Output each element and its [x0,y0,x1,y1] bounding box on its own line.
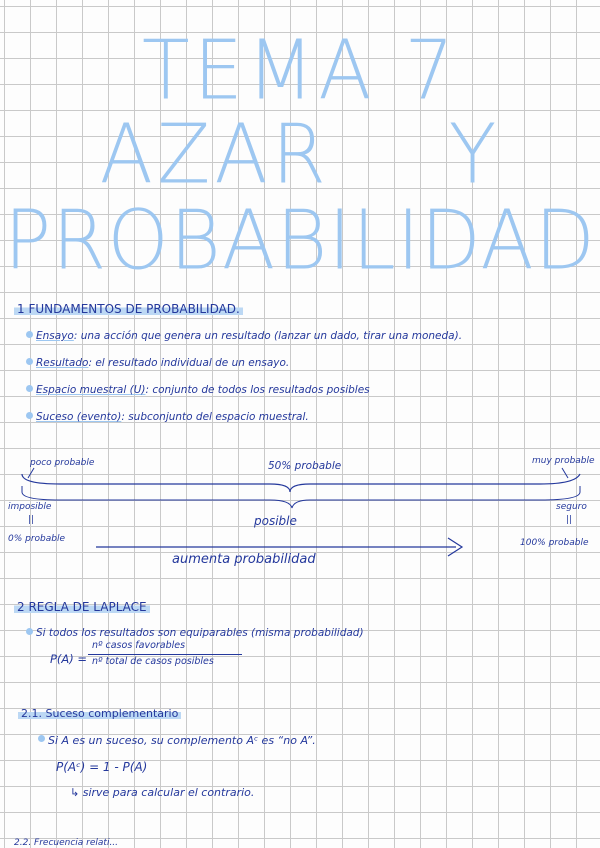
laplace-denominator: nº total de casos posibles [92,656,214,667]
section-2-2-heading-partial: 2.2. Frecuencia relati... [14,838,119,848]
label-0-probable: 0% probable [8,534,66,544]
section-1-heading: 1 FUNDAMENTOS DE PROBABILIDAD. [14,302,243,316]
complement-definition: Si A es un suceso, su complemento Aᶜ es “no A”. [48,734,316,747]
list-item: Suceso (evento): subconjunto del espacio muestral. [36,411,309,423]
bracket-line [22,474,580,492]
title-line-3: PROBABILIDAD [4,193,596,289]
laplace-condition: Si todos los resultados son equiparables (misma probabilidad) [36,627,364,639]
list-item: Resultado: el resultado individual de un ensayo. [36,357,290,369]
section-2-heading: 2 REGLA DE LAPLACE [14,600,150,614]
label-seguro: seguro [556,502,587,512]
label-equal-left: || [28,515,35,525]
bullet-icon [26,628,33,635]
muy-arrow [562,468,568,478]
laplace-numerator: nº casos favorables [92,640,186,651]
laplace-lhs: P(A) = [50,652,88,666]
complement-formula: P(Aᶜ) = 1 - P(A) [56,760,148,774]
label-100-probable: 100% probable [520,538,589,548]
label-equal-right: || [566,515,573,525]
title-line-2: AZAR Y [99,107,501,203]
bullet-icon [38,735,45,742]
fraction-bar [88,654,242,655]
list-item: Ensayo: una acción que genera un resultado (lanzar un dado, tirar una moneda). [36,330,463,342]
complement-note: ↳ sirve para calcular el contrario. [70,786,255,799]
poco-arrow [28,468,34,478]
title-line-1: TEMA 7 [141,23,458,119]
label-imposible: imposible [8,502,52,512]
label-poco-probable: poco probable [30,458,95,468]
posible-bracket [22,486,580,508]
list-item: Espacio muestral (U): conjunto de todos los resultados posibles [36,384,370,396]
label-muy-probable: muy probable [532,456,595,466]
section-2-1-heading: 2.1. Suceso complementario [18,707,181,720]
label-50-probable: 50% probable [268,460,342,472]
label-aumenta-probabilidad: aumenta probabilidad [172,552,316,567]
label-posible: posible [254,514,297,528]
